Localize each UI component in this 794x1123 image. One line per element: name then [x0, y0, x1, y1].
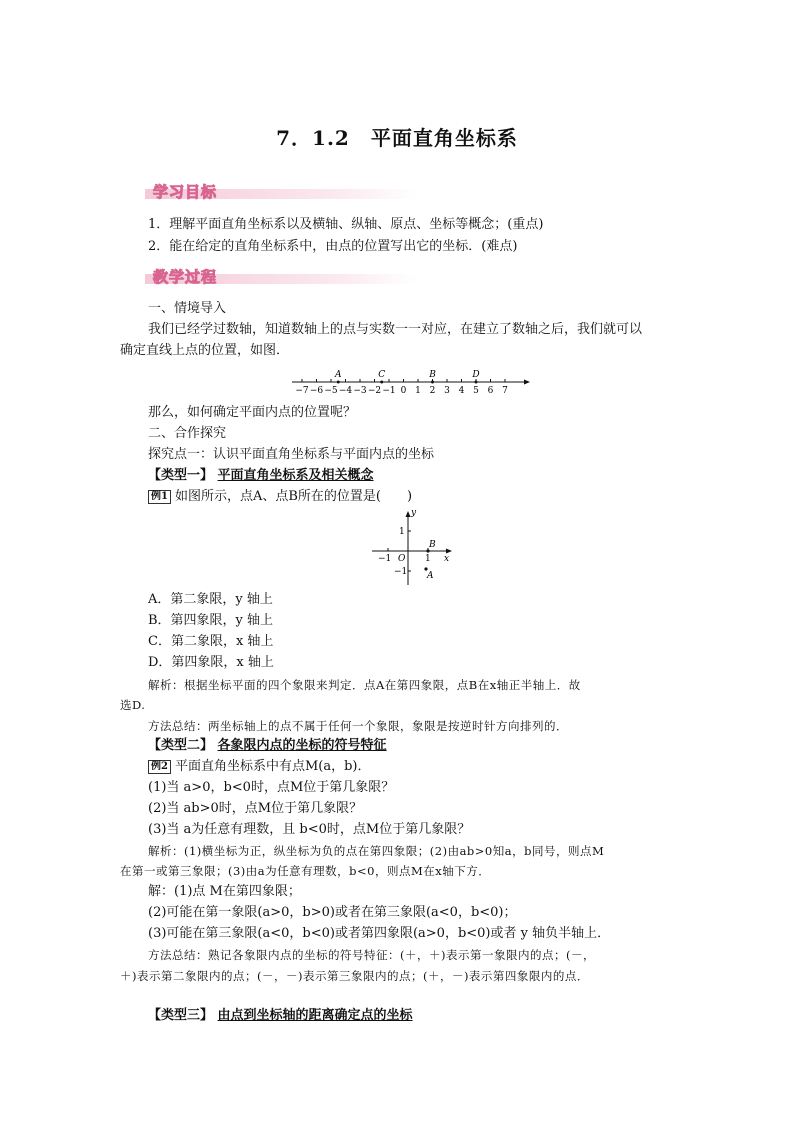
- example2-q1: (1)当 a>0，b<0时，点M位于第几象限？: [148, 780, 395, 795]
- type2-topic: 各象限内点的坐标的符号特征: [217, 738, 387, 753]
- x-axis-arrow: [446, 549, 452, 554]
- number-line-tick-label: 3: [444, 386, 450, 396]
- intro-paragraph-line1: 我们已经学过数轴，知道数轴上的点与实数一一对应，在建立了数轴之后，我们就可以: [148, 322, 643, 337]
- example2-answer1: 解：(1)点 M在第四象限；: [148, 884, 301, 899]
- example1-analysis-line1: 解析：根据坐标平面的四个象限来判定．点A在第四象限，点B在x轴正半轴上．故: [148, 678, 581, 692]
- number-line-tick-label: −1: [382, 386, 396, 396]
- x-tick-label-1: 1: [425, 554, 431, 564]
- option-d: D．第四象限，x 轴上: [148, 655, 274, 670]
- option-c: C．第二象限，x 轴上: [148, 634, 274, 649]
- number-line-tick-label: −4: [338, 386, 353, 396]
- x-axis-label: x: [444, 554, 450, 564]
- option-a: A．第二象限，y 轴上: [148, 592, 273, 607]
- number-line-tick-label: 1: [415, 386, 421, 396]
- number-line-tick-label: 0: [400, 386, 407, 396]
- process-heading: 教学过程: [153, 268, 218, 286]
- example2-question: 平面直角坐标系中有点M(a，b)．: [174, 759, 371, 774]
- y-axis-arrow: [406, 511, 411, 517]
- coordinate-plane-figure: [368, 505, 458, 587]
- number-line-arrow: [524, 380, 530, 385]
- example2-answer3: (3)可能在第三象限(a<0，b<0)或者第四象限(a>0，b<0)或者 y 轴负半轴上．: [148, 926, 611, 941]
- goals-heading: 学习目标: [153, 183, 218, 201]
- type3-tag: 【类型三】: [148, 1008, 214, 1023]
- number-line-tick-label: 5: [473, 386, 479, 396]
- type2-heading: [148, 738, 387, 754]
- option-b: B．第四象限，y 轴上: [148, 613, 274, 628]
- type3-topic: 由点到坐标轴的距离确定点的坐标: [217, 1008, 413, 1023]
- number-line-tick-label: 2: [429, 386, 436, 396]
- example2-summary-line1: 方法总结：熟记各象限内点的坐标的符号特征：(＋，＋)表示第一象限内的点；(－，: [148, 948, 595, 962]
- example1-question-line: [148, 489, 412, 505]
- example2-q2: (2)当 ab>0时，点M位于第几象限？: [148, 801, 363, 816]
- explore-point-1: 探究点一：认识平面直角坐标系与平面内点的坐标: [148, 447, 435, 462]
- point-a-label: A: [427, 571, 434, 581]
- number-line-tick-label: −7: [295, 386, 309, 396]
- number-line-point: [337, 381, 340, 384]
- number-line-tick-label: −3: [353, 386, 367, 396]
- number-line-point-label: A: [335, 370, 342, 380]
- number-line-point: [380, 381, 383, 384]
- number-line-point: [475, 381, 478, 384]
- example2-analysis-line1: 解析：(1)横坐标为正，纵坐标为负的点在第四象限；(2)由ab>0知a，b同号，则点M: [148, 844, 605, 858]
- example2-q3: (3)当 a为任意有理数，且 b<0时，点M位于第几象限？: [148, 822, 471, 837]
- goal-item-2: 2．能在给定的直角坐标系中，由点的位置写出它的坐标．(难点): [148, 239, 518, 254]
- intro-heading: 一、情境导入: [148, 301, 227, 316]
- number-line-figure: [288, 362, 538, 398]
- example2-summary-line2: ＋)表示第二象限内的点；(－，－)表示第三象限内的点；(＋，－)表示第四象限内的点．: [120, 969, 589, 983]
- number-line-tick-label: −2: [367, 386, 382, 396]
- number-line-tick-label: −5: [324, 386, 338, 396]
- example1-summary: 方法总结：两坐标轴上的点不属于任何一个象限，象限是按逆时针方向排列的．: [148, 719, 568, 733]
- page-title: 7．1.2 平面直角坐标系: [276, 126, 518, 150]
- number-line-point-label: B: [429, 370, 436, 380]
- type1-heading: [148, 468, 374, 484]
- type1-tag: 【类型一】: [148, 468, 214, 483]
- number-line-point: [431, 381, 434, 384]
- goals-section-banner: [145, 181, 417, 205]
- number-line-point-label: D: [472, 370, 480, 380]
- number-line-tick-label: 7: [502, 386, 508, 396]
- example2-badge: 例2: [148, 760, 171, 774]
- number-line-tick-label: 4: [458, 386, 465, 396]
- cooperate-heading: 二、合作探究: [148, 426, 227, 441]
- type3-heading: [148, 1008, 413, 1024]
- number-line-tick-label: −6: [309, 386, 324, 396]
- number-line-tick-label: 6: [487, 386, 494, 396]
- x-tick-label-neg1: −1: [378, 554, 392, 564]
- point-b-label: B: [429, 540, 436, 550]
- y-axis-label: y: [411, 508, 417, 518]
- intro-question: 那么，如何确定平面内点的位置呢？: [148, 405, 357, 420]
- number-line-point-label: C: [378, 370, 386, 380]
- example2-analysis-line2: 在第一或第三象限；(3)由a为任意有理数，b<0，则点M在x轴下方．: [120, 864, 491, 878]
- y-tick-label-1: 1: [399, 527, 405, 537]
- example1-badge: 例1: [148, 490, 171, 504]
- y-tick-label-neg1: −1: [394, 567, 408, 577]
- process-section-banner: [145, 266, 417, 290]
- goal-item-1: 1．理解平面直角坐标系以及横轴、纵轴、原点、坐标等概念；(重点): [148, 217, 544, 232]
- origin-label: O: [398, 554, 406, 564]
- example1-analysis-line2: 选D.: [120, 698, 146, 712]
- type2-tag: 【类型二】: [148, 738, 214, 753]
- example2-answer2: (2)可能在第一象限(a>0，b>0)或者在第三象限(a<0，b<0)；: [148, 905, 517, 920]
- intro-paragraph-line2: 确定直线上点的位置，如图．: [120, 343, 290, 358]
- example1-question: 如图所示，点A、点B所在的位置是( ): [174, 489, 413, 504]
- type1-topic: 平面直角坐标系及相关概念: [217, 468, 374, 483]
- example2-question-line: [148, 759, 371, 775]
